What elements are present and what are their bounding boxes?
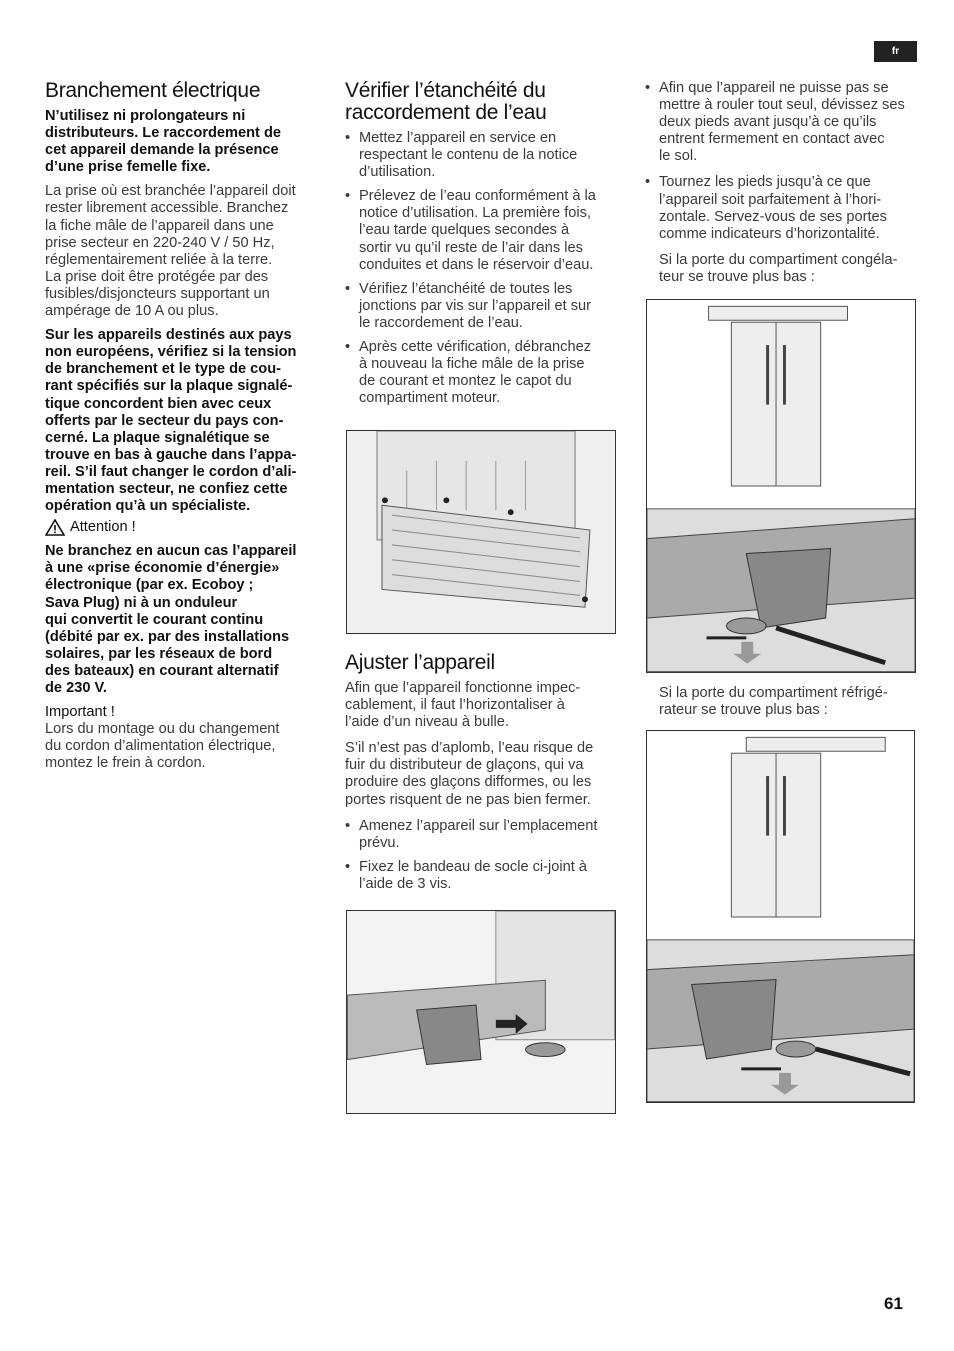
paragraph-level: Afin que l’appareil fonctionne impec- cablement, il faut l’horizontaliser à l’aide d’un niveau à bulle. (345, 680, 581, 731)
list-item: • Mettez l’appareil en service en respectant le contenu de la notice d’utilisation. (345, 130, 620, 181)
plinth-drawing (347, 911, 615, 1113)
fridge-adjust-drawing (647, 731, 914, 1102)
motor-cover-drawing (347, 431, 615, 633)
illustration-plinth-fixing (346, 910, 616, 1114)
paragraph-bold-warning: N’utilisez ni prolongateurs ni distributeurs. Le raccordement de cet appareil demande la présence d’une prise femelle fixe. (45, 108, 281, 176)
freezer-adjust-drawing (647, 300, 915, 672)
warning-triangle-icon (45, 519, 65, 536)
illustration-freezer-lower (646, 299, 916, 673)
list-item: • Vérifiez l’étanchéité de toutes les jonctions par vis sur l’appareil et sur le raccordement de l’eau. (345, 281, 620, 332)
heading-electrical-connection: Branchement électrique (45, 79, 261, 102)
paragraph-non-european: Sur les appareils destinés aux pays non européens, vérifiez si la tension de branchement et le type de cou- rant spécifiés sur la plaque signalé- tique concordent bien avec ceux offerts par le secteur du pays con- cerné. La plaque signalétique se trouve en bas à gauche dans l’appa- reil. S’il faut changer le cordon d’ali- mentation secteur, ne confiez cette opération qu’à un spécialiste. (45, 327, 297, 515)
section-electrical-connection (45, 80, 330, 779)
section-adjust-appliance (345, 652, 620, 900)
illustration-motor-cover (346, 430, 616, 634)
important-label: Important ! (45, 704, 115, 721)
section-feet (645, 80, 920, 293)
attention-text: Attention ! (70, 519, 136, 536)
list-item: • Fixez le bandeau de socle ci-joint à l’aide de 3 vis. (345, 859, 620, 893)
list-item: • Amenez l’appareil sur l’emplacement prévu. (345, 818, 620, 852)
list-item: • Après cette vérification, débranchez à nouveau la fiche mâle de la prise de courant et montez le capot du compartiment moteur. (345, 339, 620, 407)
section-water-check (345, 80, 620, 414)
paragraph-socket: La prise où est branchée l’appareil doit rester librement accessible. Branchez la fiche mâle de l’appareil dans une prise secteur en 220-240 V / 50 Hz, réglementairement reliée à la terre. La prise doit être protégée par des fusibles/disjoncteurs supportant un ampérage de 10 A ou plus. (45, 183, 296, 320)
list-item: • Prélevez de l’eau conformément à la notice d’utilisation. La première fois, l’eau tarde quelques secondes à sortir vu qu’il reste de l’air dans les conduites et dans le réservoir d’eau. (345, 188, 620, 273)
list-item: • Afin que l’appareil ne puisse pas se mettre à rouler tout seul, dévissez ses deux pieds avant jusqu’à ce qu’ils entrent fermement en contact avec le sol. (645, 80, 920, 165)
list-item: • Tournez les pieds jusqu’à ce que l’appareil soit parfaitement à l’hori- zontale. Servez-vous de ses portes comme indicateurs d’horizontalité. (645, 174, 920, 242)
note-fridge-lower: Si la porte du compartiment réfrigé- rateur se trouve plus bas : (659, 685, 888, 719)
paragraph-energy-saver-warning: Ne branchez en aucun cas l’appareil à une «prise économie d’énergie» électronique (par ex. Ecoboy ; Sava Plug) ni à un onduleur qui convertit le courant continu (débité par ex. par des installations solaires, par les réseaux de bord des bateaux) en courant alternatif de 230 V. (45, 543, 297, 696)
language-tag: fr (874, 41, 917, 62)
heading-water-check: Vérifier l’étanchéité du raccordement de l’eau (345, 79, 547, 124)
attention-label (45, 519, 330, 536)
paragraph-cord-brake: Lors du montage ou du changement du cordon d’alimentation électrique, montez le frein à cordon. (45, 721, 280, 772)
note-freezer-lower: Si la porte du compartiment congéla- teur se trouve plus bas : (659, 251, 898, 285)
illustration-fridge-lower (646, 730, 915, 1103)
section-fridge-note (645, 685, 920, 726)
heading-adjust-appliance: Ajuster l’appareil (345, 651, 495, 674)
page-number: 61 (884, 1294, 903, 1313)
paragraph-plumb: S’il n’est pas d’aplomb, l’eau risque de fuir du distributeur de glaçons, qui va produire des glaçons difformes, ou les portes risquent de ne pas bien fermer. (345, 740, 594, 808)
